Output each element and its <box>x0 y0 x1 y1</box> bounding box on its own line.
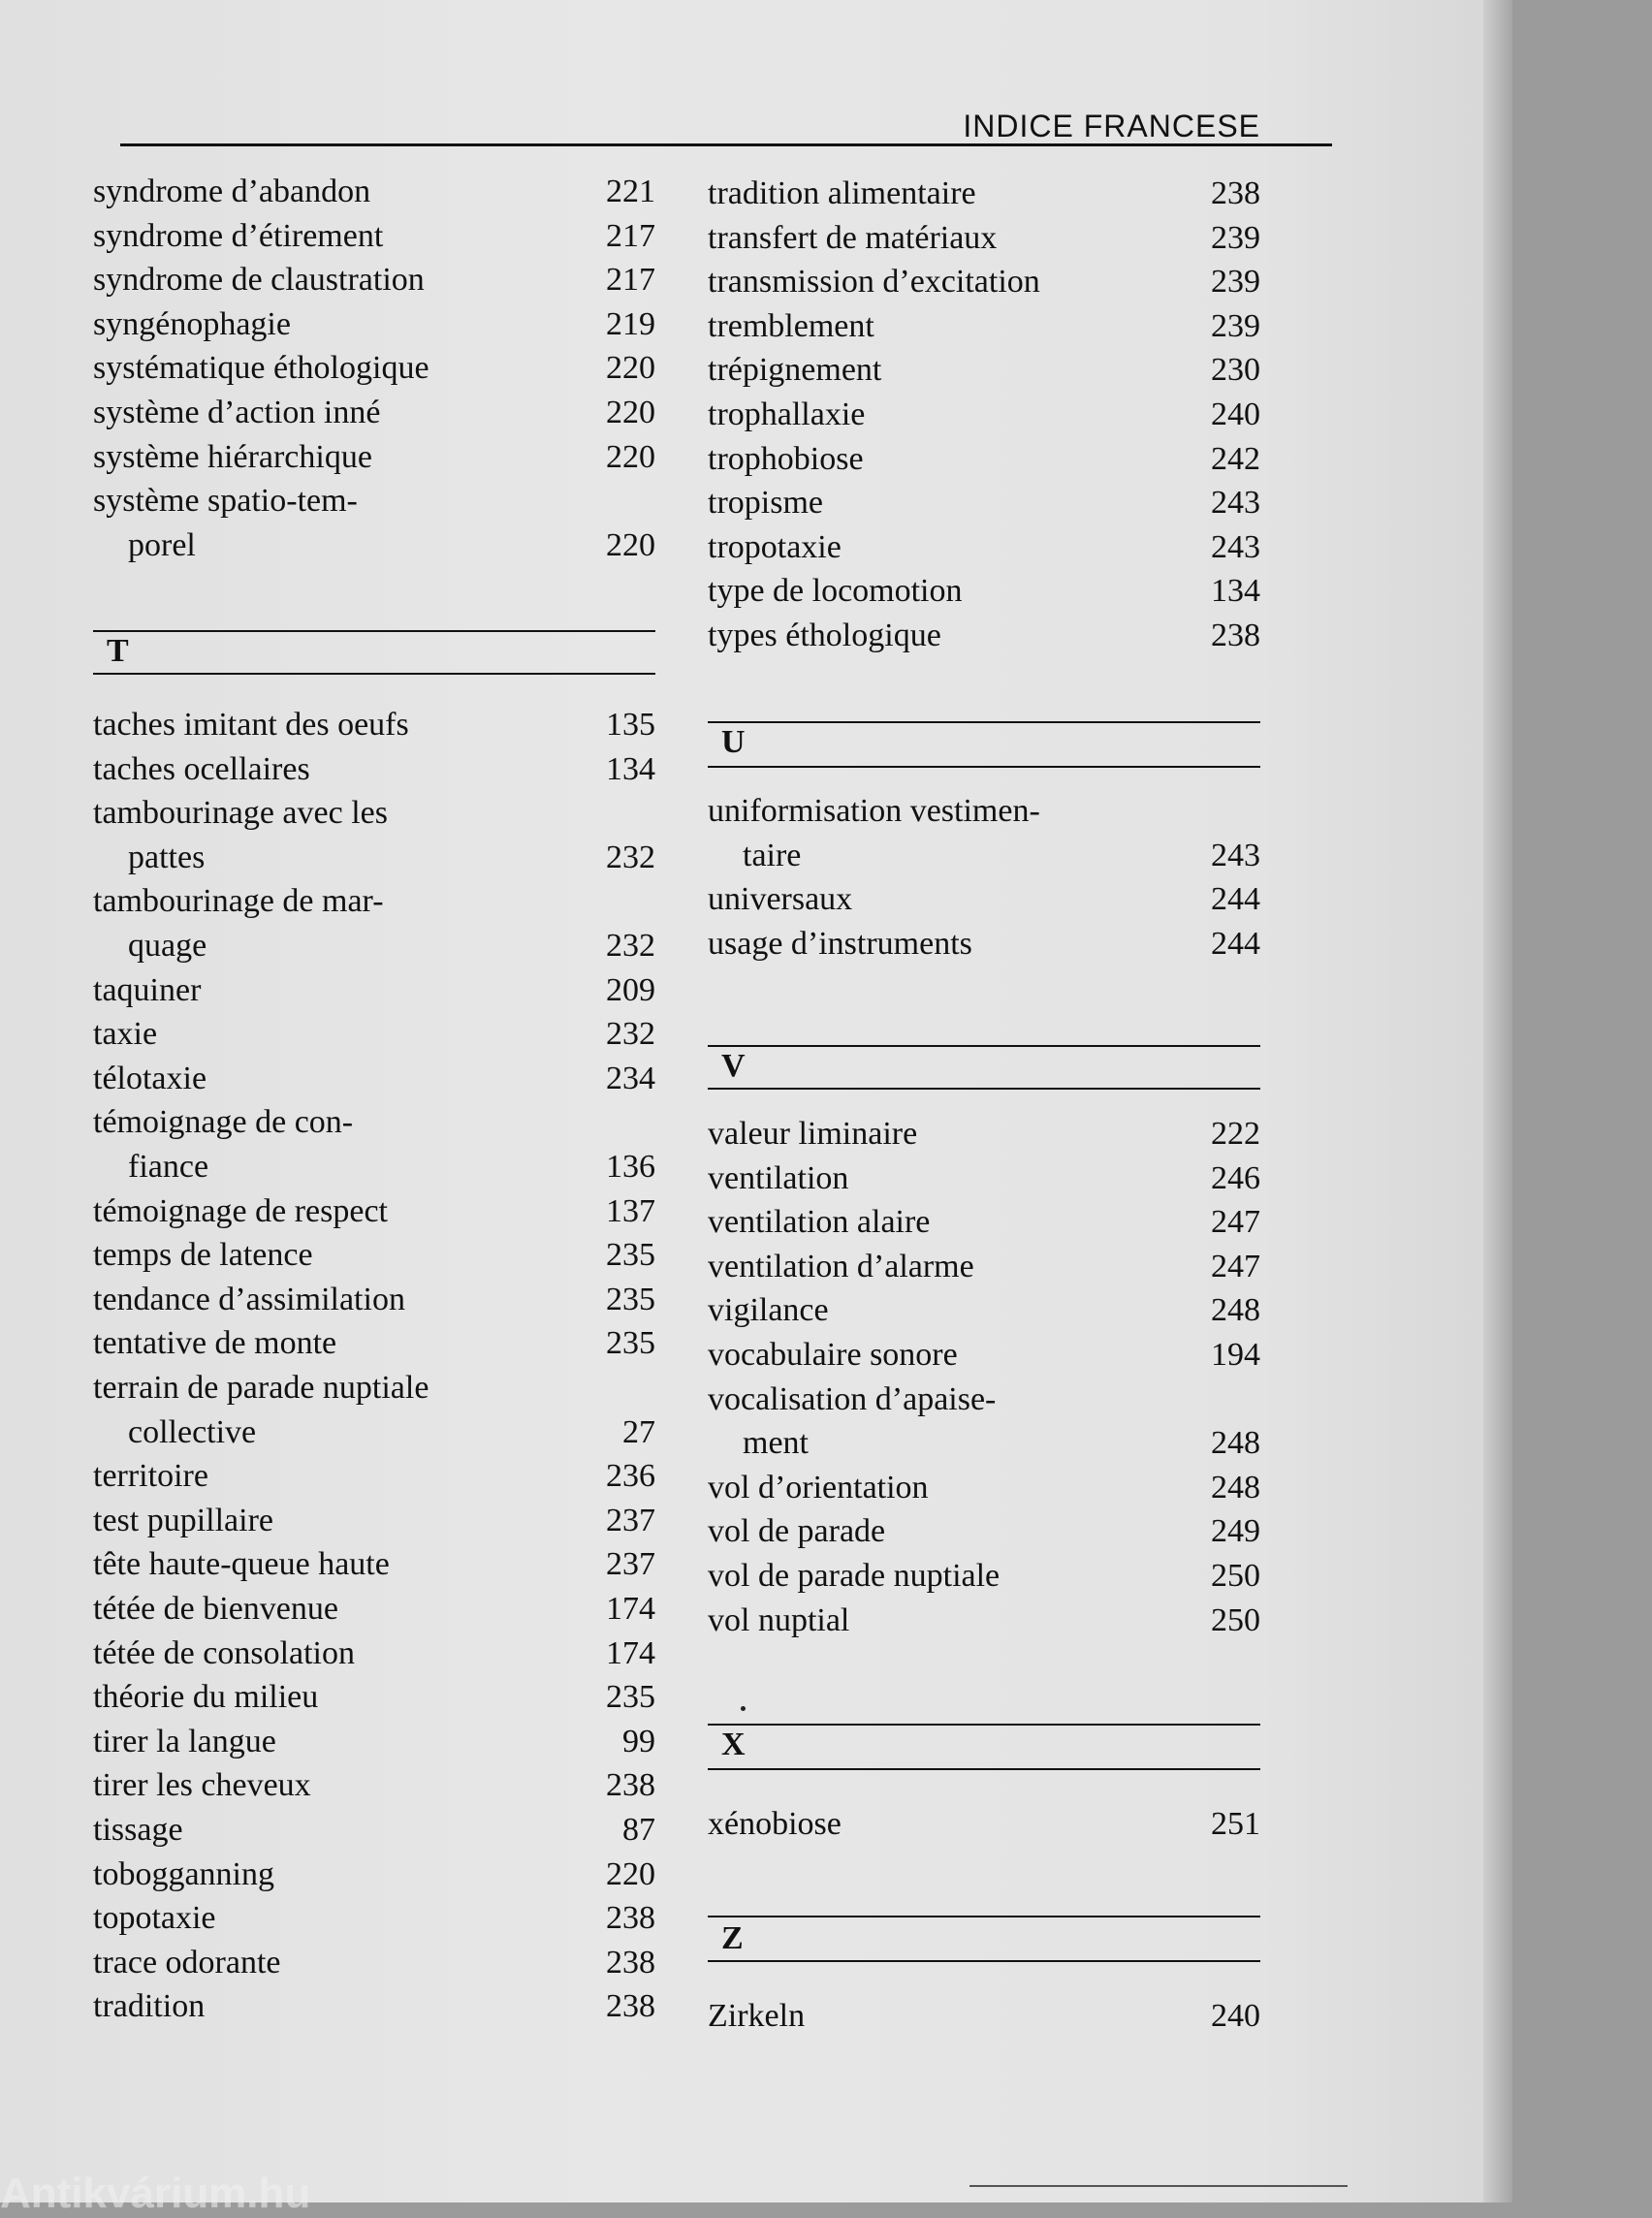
entry-term: témoignage de con- <box>93 1104 354 1141</box>
running-header: INDICE FRANCESE <box>963 109 1260 143</box>
entry-term: tradition alimentaire <box>708 175 976 211</box>
index-entry <box>93 1588 655 1631</box>
entry-page-number: 244 <box>1211 925 1260 962</box>
entry-page-number: 174 <box>606 1591 655 1627</box>
entry-term: xénobiose <box>708 1806 842 1842</box>
entry-term: tropisme <box>708 485 823 522</box>
index-entry <box>93 1809 655 1852</box>
entry-term: tête haute-queue haute <box>93 1546 390 1583</box>
index-entry <box>93 1146 655 1188</box>
entry-term: vol nuptial <box>708 1601 850 1638</box>
entry-term: tétée de consolation <box>93 1634 356 1671</box>
index-entry <box>93 704 655 746</box>
index-entry <box>708 217 1260 260</box>
index-entry <box>93 880 655 923</box>
entry-term: ventilation alaire <box>708 1204 931 1241</box>
entry-term: vol de parade <box>708 1513 886 1550</box>
index-entry <box>708 173 1260 215</box>
entry-term: tremblement <box>708 307 874 344</box>
entry-term: temps de latence <box>93 1237 313 1274</box>
index-entry <box>93 524 655 567</box>
section-letter-x: X <box>721 1727 746 1762</box>
header-rule <box>120 143 1332 146</box>
section-letter-u: U <box>721 724 746 760</box>
index-entry <box>93 1632 655 1675</box>
entry-term: taches ocellaires <box>93 750 310 787</box>
index-entry <box>708 615 1260 657</box>
entry-page-number: 99 <box>622 1723 655 1759</box>
entry-page-number: 248 <box>1211 1469 1260 1505</box>
entry-page-number: 238 <box>606 1767 655 1804</box>
entry-page-number: 235 <box>606 1679 655 1716</box>
entry-page-number: 237 <box>606 1546 655 1583</box>
index-entry <box>93 171 655 213</box>
entry-term: tambourinage avec les <box>93 795 388 832</box>
entry-term: taxie <box>93 1016 158 1053</box>
index-entry <box>93 1190 655 1233</box>
entry-page-number: 243 <box>1211 528 1260 565</box>
index-entry <box>708 923 1260 966</box>
entry-page-number: 27 <box>622 1413 655 1450</box>
entry-term: syngénophagie <box>93 305 291 342</box>
index-entry <box>93 1234 655 1277</box>
entry-page-number: 247 <box>1211 1204 1260 1241</box>
entry-page-number: 239 <box>1211 307 1260 344</box>
entry-term: tirer la langue <box>93 1723 276 1759</box>
entry-term: tirer les cheveux <box>93 1767 311 1804</box>
index-entry <box>93 347 655 390</box>
index-entry <box>93 925 655 967</box>
index-entry <box>93 1013 655 1056</box>
index-entry <box>708 1378 1260 1421</box>
entry-page-number: 232 <box>606 1016 655 1053</box>
entry-page-number: 239 <box>1211 219 1260 256</box>
index-entry <box>93 436 655 479</box>
index-entry <box>93 1367 655 1410</box>
entry-term: systématique éthologique <box>93 350 429 387</box>
entry-page-number: 236 <box>606 1458 655 1495</box>
entry-term: transfert de matériaux <box>708 219 998 256</box>
index-entry <box>708 1467 1260 1509</box>
index-entry <box>93 969 655 1012</box>
entry-page-number: 242 <box>1211 440 1260 477</box>
index-entry <box>93 837 655 879</box>
index-entry <box>708 1555 1260 1598</box>
entry-term: transmission d’excitation <box>708 264 1040 301</box>
section-rule-bottom <box>708 1960 1260 1962</box>
index-entry <box>708 438 1260 481</box>
index-entry <box>708 349 1260 392</box>
entry-page-number: 239 <box>1211 264 1260 301</box>
entry-page-number: 135 <box>606 707 655 743</box>
entry-page-number: 222 <box>1211 1116 1260 1152</box>
section-rule-top <box>93 630 655 632</box>
entry-term: test pupillaire <box>93 1502 274 1538</box>
index-entry <box>708 570 1260 613</box>
index-entry <box>708 1113 1260 1156</box>
index-entry <box>93 1854 655 1896</box>
entry-page-number: 237 <box>606 1502 655 1538</box>
index-entry <box>708 1201 1260 1244</box>
section-rule-top <box>708 721 1260 723</box>
entry-term: taches imitant des oeufs <box>93 707 409 743</box>
entry-term: porel <box>128 526 196 563</box>
index-entry <box>708 1995 1260 2038</box>
index-entry <box>93 1721 655 1763</box>
entry-term: types éthologique <box>708 618 941 653</box>
entry-term: système hiérarchique <box>93 438 372 475</box>
entry-term: collective <box>128 1413 257 1450</box>
entry-page-number: 217 <box>606 262 655 299</box>
entry-term: type de locomotion <box>708 573 963 610</box>
entry-page-number: 246 <box>1211 1159 1260 1196</box>
index-entry <box>93 1455 655 1498</box>
entry-page-number: 174 <box>606 1634 655 1671</box>
left-column <box>93 171 655 2051</box>
index-entry <box>93 792 655 835</box>
index-entry <box>708 1803 1260 1846</box>
entry-term: système spatio-tem- <box>93 483 358 520</box>
entry-page-number: 217 <box>606 217 655 254</box>
index-entry <box>93 392 655 434</box>
index-entry <box>708 835 1260 877</box>
entry-term: tradition <box>93 1988 206 2025</box>
section-rule-top <box>708 1916 1260 1917</box>
entry-term: syndrome d’abandon <box>93 174 371 209</box>
index-entry <box>93 748 655 791</box>
entry-term: syndrome d’étirement <box>93 217 384 254</box>
section-rule-top <box>708 1045 1260 1047</box>
stray-dot <box>741 1706 746 1711</box>
entry-term: témoignage de respect <box>93 1192 388 1229</box>
entry-page-number: 244 <box>1211 881 1260 918</box>
entry-term: ventilation d’alarme <box>708 1248 974 1284</box>
section-rule-bottom <box>708 766 1260 768</box>
entry-term: universaux <box>708 881 853 918</box>
entry-page-number: 243 <box>1211 837 1260 873</box>
entry-term: taire <box>743 837 802 873</box>
entry-term: uniformisation vestimen- <box>708 793 1040 829</box>
right-column <box>708 173 1260 2053</box>
index-entry <box>708 1289 1260 1332</box>
section-rule-bottom <box>708 1768 1260 1770</box>
entry-term: tropotaxie <box>708 528 842 565</box>
index-entry <box>93 259 655 301</box>
entry-page-number: 247 <box>1211 1248 1260 1284</box>
index-entry <box>93 1411 655 1454</box>
entry-page-number: 136 <box>606 1149 655 1185</box>
index-entry <box>93 1942 655 1984</box>
index-entry <box>93 1500 655 1542</box>
index-entry <box>93 1985 655 2028</box>
index-entry <box>708 790 1260 833</box>
index-entry <box>93 1676 655 1719</box>
entry-term: ment <box>743 1425 809 1462</box>
entry-term: vocabulaire sonore <box>708 1337 958 1373</box>
entry-page-number: 240 <box>1211 396 1260 432</box>
index-entry <box>708 482 1260 524</box>
entry-page-number: 220 <box>606 438 655 475</box>
entry-term: tentative de monte <box>93 1325 337 1362</box>
index-entry <box>93 1058 655 1100</box>
entry-term: télotaxie <box>93 1060 207 1096</box>
index-entry <box>708 526 1260 569</box>
entry-page-number: 220 <box>606 395 655 430</box>
entry-term: trépignement <box>708 352 882 389</box>
index-entry <box>708 1600 1260 1642</box>
entry-page-number: 238 <box>606 1988 655 2025</box>
index-entry <box>93 1279 655 1321</box>
index-entry <box>708 394 1260 436</box>
entry-term: tétée de bienvenue <box>93 1591 338 1627</box>
entry-page-number: 250 <box>1211 1558 1260 1594</box>
entry-term: Zirkeln <box>708 1998 806 2034</box>
entry-term: syndrome de claustration <box>93 262 425 299</box>
index-entry <box>708 1422 1260 1465</box>
entry-term: tissage <box>93 1812 183 1848</box>
entry-page-number: 232 <box>606 928 655 964</box>
entry-page-number: 248 <box>1211 1425 1260 1462</box>
entry-page-number: 251 <box>1211 1806 1260 1842</box>
entry-page-number: 238 <box>606 1944 655 1980</box>
entry-page-number: 194 <box>1211 1337 1260 1373</box>
section-letter-v: V <box>721 1048 746 1084</box>
entry-page-number: 134 <box>1211 573 1260 610</box>
entry-term: tobogganning <box>93 1855 274 1892</box>
section-rule-bottom <box>93 673 655 675</box>
entry-page-number: 220 <box>606 526 655 563</box>
entry-term: valeur liminaire <box>708 1116 918 1152</box>
index-entry <box>708 1246 1260 1288</box>
index-entry <box>93 1101 655 1144</box>
index-entry <box>708 305 1260 348</box>
entry-page-number: 234 <box>606 1060 655 1096</box>
entry-page-number: 209 <box>606 971 655 1008</box>
section-letter-t: T <box>107 633 129 669</box>
entry-page-number: 235 <box>606 1325 655 1362</box>
index-entry <box>93 1322 655 1365</box>
index-entry <box>708 878 1260 921</box>
entry-term: trophobiose <box>708 440 864 477</box>
index-entry <box>93 480 655 523</box>
entry-page-number: 238 <box>606 1900 655 1937</box>
entry-term: usage d’instruments <box>708 925 972 962</box>
bottom-rule <box>969 2185 1348 2187</box>
entry-page-number: 238 <box>1211 175 1260 211</box>
entry-page-number: 137 <box>606 1192 655 1229</box>
entry-term: vocalisation d’apaise- <box>708 1380 997 1417</box>
entry-term: taquiner <box>93 971 202 1008</box>
entry-term: terrain de parade nuptiale <box>93 1370 429 1406</box>
entry-page-number: 232 <box>606 839 655 875</box>
watermark-text: Antikvárium.hu <box>0 2170 311 2217</box>
entry-page-number: 235 <box>606 1237 655 1274</box>
entry-page-number: 219 <box>606 305 655 342</box>
entry-term: trophallaxie <box>708 396 866 432</box>
index-entry <box>708 1510 1260 1553</box>
entry-term: système d’action inné <box>93 395 381 430</box>
section-rule-top <box>708 1724 1260 1726</box>
entry-term: tambourinage de mar- <box>93 883 384 920</box>
entry-term: topotaxie <box>93 1900 216 1937</box>
entry-page-number: 220 <box>606 350 655 387</box>
entry-term: vol d’orientation <box>708 1469 929 1505</box>
page-edge-shadow <box>1483 0 1512 2202</box>
entry-page-number: 87 <box>622 1812 655 1848</box>
entry-term: théorie du milieu <box>93 1679 319 1716</box>
entry-term: vigilance <box>708 1292 829 1329</box>
index-entry <box>708 261 1260 303</box>
index-entry <box>93 303 655 346</box>
entry-term: ventilation <box>708 1159 849 1196</box>
entry-page-number: 238 <box>1211 618 1260 653</box>
entry-page-number: 240 <box>1211 1998 1260 2034</box>
entry-term: territoire <box>93 1458 208 1495</box>
entry-page-number: 250 <box>1211 1601 1260 1638</box>
entry-page-number: 221 <box>606 174 655 209</box>
entry-term: quage <box>128 928 207 964</box>
index-entry <box>93 1764 655 1807</box>
index-entry <box>708 1157 1260 1200</box>
entry-page-number: 248 <box>1211 1292 1260 1329</box>
entry-term: tendance d’assimilation <box>93 1281 405 1317</box>
section-letter-z: Z <box>721 1920 744 1956</box>
index-entry <box>708 1334 1260 1377</box>
entry-page-number: 220 <box>606 1855 655 1892</box>
entry-term: vol de parade nuptiale <box>708 1558 1001 1594</box>
entry-page-number: 134 <box>606 750 655 787</box>
index-entry <box>93 1543 655 1586</box>
entry-term: pattes <box>128 839 206 875</box>
index-entry <box>93 1897 655 1940</box>
entry-term: trace odorante <box>93 1944 281 1980</box>
entry-page-number: 243 <box>1211 485 1260 522</box>
entry-page-number: 230 <box>1211 352 1260 389</box>
index-entry <box>93 215 655 258</box>
entry-page-number: 235 <box>606 1281 655 1317</box>
entry-page-number: 249 <box>1211 1513 1260 1550</box>
entry-term: fiance <box>128 1149 209 1185</box>
section-rule-bottom <box>708 1088 1260 1090</box>
